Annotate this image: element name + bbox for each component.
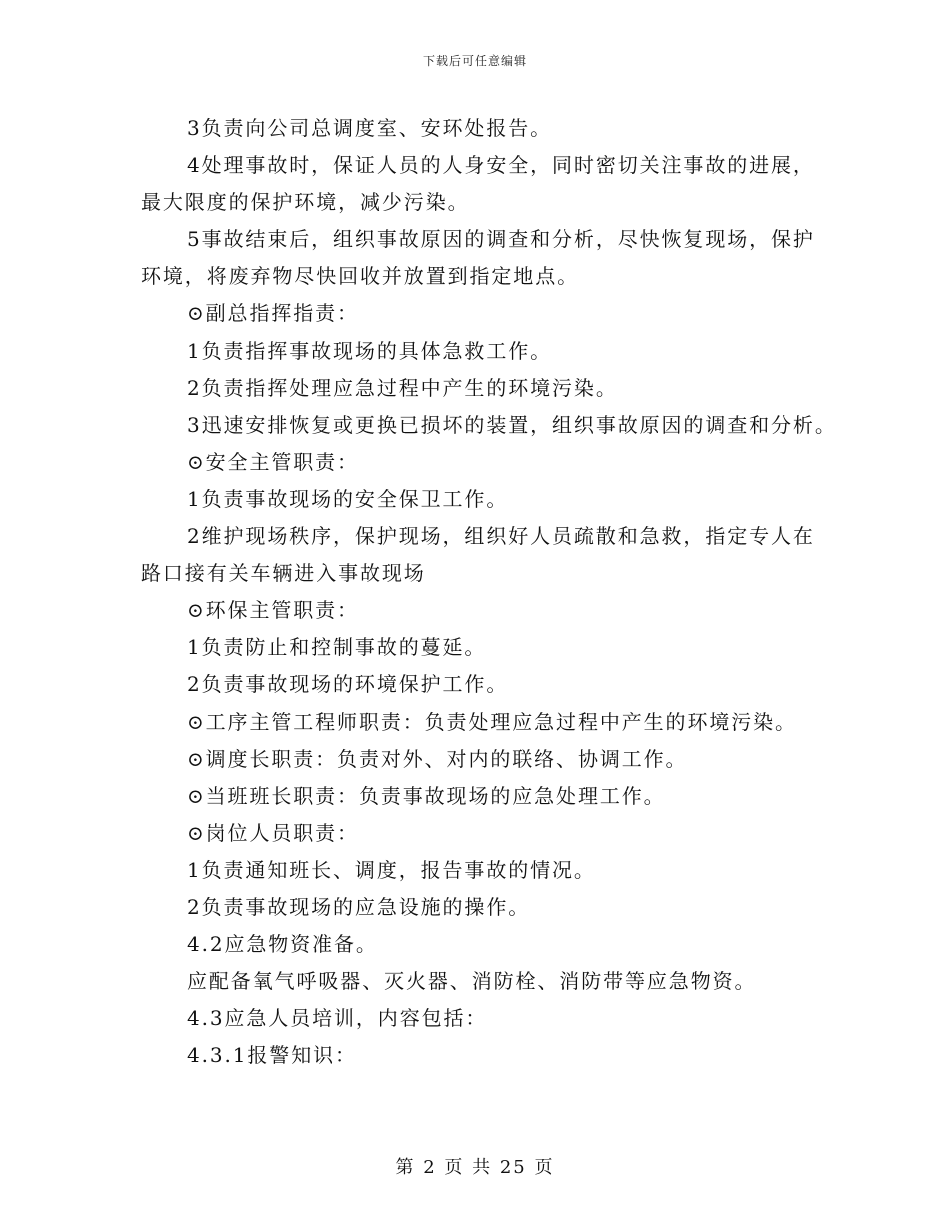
text-line: 1负责事故现场的安全保卫工作。 — [187, 486, 509, 511]
text-line: 2负责事故现场的环境保护工作。 — [187, 672, 509, 697]
section-heading: ⊙副总指挥指责： — [187, 301, 359, 326]
text-line: 1负责指挥事故现场的具体急救工作。 — [187, 338, 553, 363]
document-body — [141, 110, 837, 1074]
section-heading: ⊙岗位人员职责： — [187, 820, 359, 845]
text-line: 路口接有关车辆进入事故现场 — [141, 561, 426, 586]
section-heading: 4.3.1报警知识： — [187, 1043, 357, 1068]
text-line: 4处理事故时，保证人员的人身安全，同时密切关注事故的进展， — [187, 153, 815, 178]
section-heading: 4.3应急人员培训，内容包括： — [187, 1006, 488, 1031]
text-line: 3负责向公司总调度室、安环处报告。 — [187, 116, 553, 140]
text-line: 最大限度的保护环境，减少污染。 — [141, 190, 470, 215]
section-heading: ⊙安全主管职责： — [187, 449, 359, 474]
text-line: 1负责防止和控制事故的蔓延。 — [187, 635, 487, 660]
text-line: 1负责通知班长、调度，报告事故的情况。 — [187, 857, 596, 882]
text-line: 应配备氧气呼吸器、灭火器、消防栓、消防带等应急物资。 — [187, 969, 757, 994]
text-line: 2负责指挥处理应急过程中产生的环境污染。 — [187, 375, 618, 400]
section-heading: ⊙环保主管职责： — [187, 598, 359, 623]
section-heading: ⊙工序主管工程师职责：负责处理应急过程中产生的环境污染。 — [187, 709, 797, 734]
page-number: 第 2 页 共 25 页 — [395, 1157, 555, 1178]
text-line: 2维护现场秩序，保护现场，组织好人员疏散和急救，指定专人在 — [187, 524, 815, 549]
page-header: 下载后可任意编辑 — [422, 54, 527, 68]
section-heading: ⊙当班班长职责：负责事故现场的应急处理工作。 — [187, 783, 666, 808]
section-heading: ⊙调度长职责：负责对外、对内的联络、协调工作。 — [187, 746, 688, 771]
text-line: 5事故结束后，组织事故原因的调查和分析，尽快恢复现场，保护 — [187, 227, 815, 252]
text-line: 2负责事故现场的应急设施的操作。 — [187, 894, 531, 919]
section-heading: 4.2应急物资准备。 — [187, 932, 378, 957]
text-line: 环境，将废弃物尽快回收并放置到指定地点。 — [141, 264, 579, 289]
text-line: 3迅速安排恢复或更换已损坏的装置，组织事故原因的调查和分析。 — [187, 412, 837, 437]
